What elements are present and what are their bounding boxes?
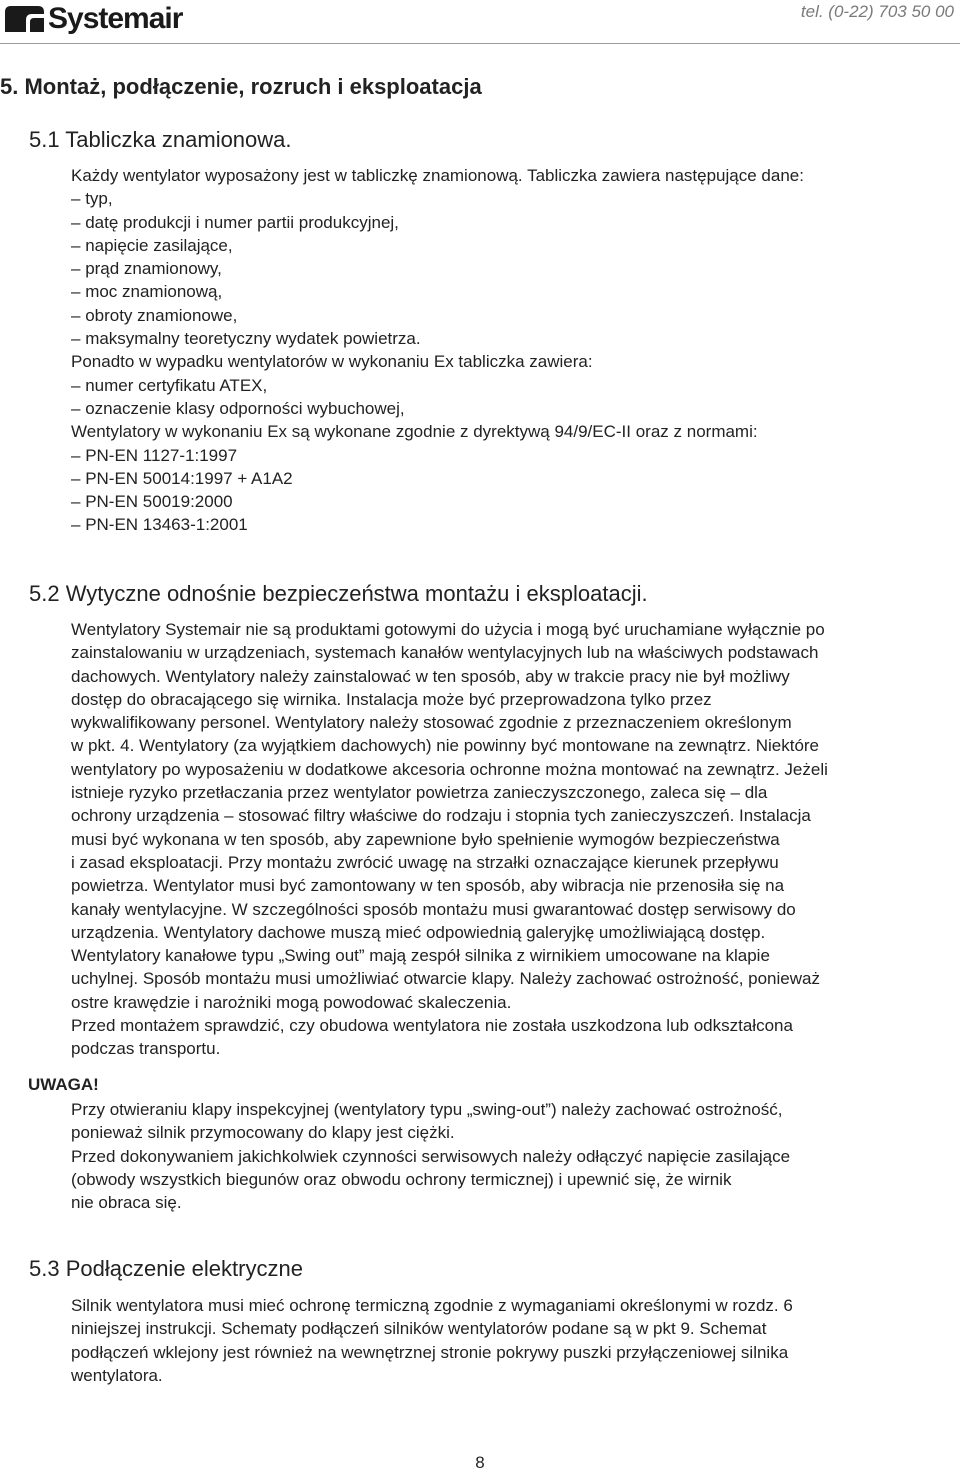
paragraph-line: niniejszej instrukcji. Schematy podłączeń silników wentylatorów podane są w pkt 9. Schemat [71,1319,767,1339]
paragraph-line: Wentylatory w wykonaniu Ex są wykonane zgodnie z dyrektywą 94/9/EC-II oraz z normami: [71,422,758,442]
paragraph-line: Każdy wentylator wyposażony jest w tabliczkę znamionową. Tabliczka zawiera następujące dane: [71,166,804,185]
brand-name: Systemair [48,2,183,35]
page-number: 8 [475,1453,485,1472]
list-item: – prąd znamionowy, [71,257,955,280]
list-item: – moc znamionową, [71,280,955,303]
section-5-3-body [71,1294,955,1387]
warning-label: UWAGA! [28,1075,99,1094]
paragraph-line: wykwalifikowany personel. Wentylatory należy stosować zgodnie z przeznaczeniem określonym [71,713,792,733]
header-divider [0,43,960,44]
standard-item: – PN-EN 13463-1:2001 [71,513,955,536]
paragraph-line: podłączeń wklejony jest również na wewnętrznej stronie pokrywy puszki przyłączeniowej silnika [71,1342,789,1362]
warning-line: ponieważ silnik przymocowany do klapy jest ciężki. [71,1123,455,1143]
paragraph-line: musi być wykonana w ten sposób, aby zapewnione było spełnienie wymogów bezpieczeństwa [71,829,780,849]
section-5-title: 5. Montaż, podłączenie, rozruch i eksploatacja [0,74,482,99]
warning-line: Przy otwieraniu klapy inspekcyjnej (wentylatory typu „swing-out”) należy zachować ostrożność, [71,1100,783,1119]
list-item: – datę produkcji i numer partii produkcyjnej, [71,211,955,234]
paragraph-line: Silnik wentylatora musi mieć ochronę termiczną zgodnie z wymaganiami określonymi w rozdz. 6 [71,1296,793,1315]
warning-line: Przed dokonywaniem jakichkolwiek czynności serwisowych należy odłączyć napięcie zasilające [71,1146,791,1166]
page-header [0,0,960,50]
paragraph-line: kanały wentylacyjne. W szczególności sposób montażu musi gwarantować dostęp serwisowy do [71,899,796,919]
section-5-1-title: 5.1 Tabliczka znamionowa. [29,127,292,152]
paragraph-line: uchylnej. Sposób montażu musi umożliwiać otwarcie klapy. Należy zachować ostrożność, ponieważ [71,969,820,989]
paragraph-line: podczas transportu. [71,1039,221,1059]
list-item: – maksymalny teoretyczny wydatek powietrza. [71,327,955,350]
warning-line: nie obraca się. [71,1193,182,1213]
paragraph-line: ostre krawędzie i narożniki mogą powodować skaleczenia. [71,992,512,1012]
paragraph-line: wentylatory po wyposażeniu w dodatkowe akcesoria ochronne można montować na zewnątrz. Jeżeli [71,759,828,779]
standard-item: – PN-EN 50014:1997 + A1A2 [71,467,955,490]
paragraph-line: powietrza. Wentylator musi być zamontowany w ten sposób, aby wibracja nie przenosiła się na [71,876,785,896]
list-item: – oznaczenie klasy odporności wybuchowej, [71,397,955,420]
paragraph-line: Wentylatory Systemair nie są produktami gotowymi do użycia i mogą być uruchamiane wyłącznie po [71,620,825,639]
list-item: – typ, [71,187,955,210]
paragraph-line: zainstalowaniu w urządzeniach, systemach kanałów wentylacyjnych lub na właściwych podstawach [71,643,819,663]
paragraph-line: i zasad eksploatacji. Przy montażu zwrócić uwagę na strzałki oznaczające kierunek przepływu [71,852,779,872]
paragraph-line: w pkt. 4. Wentylatory (za wyjątkiem dachowych) nie powinny być montowane na zewnątrz. Niektóre [71,736,820,756]
warning-body [71,1098,955,1214]
brand-logo [2,0,182,38]
list-item: – numer certyfikatu ATEX, [71,374,955,397]
paragraph-line: dachowych. Wentylatory należy zainstalować w ten sposób, aby w trakcie pracy nie był możliwy [71,666,790,686]
paragraph-line: Wentylatory kanałowe typu „Swing out” mają zespół silnika z wirnikiem umocowane na klapie [71,946,770,966]
systemair-logo-icon [2,2,46,36]
list-item: – obroty znamionowe, [71,304,955,327]
paragraph-line: dostęp do obracającego się wirnika. Instalacja może być przeprowadzona tylko przez [71,689,712,709]
warning-line: (obwody wszystkich biegunów oraz obwodu ochrony termicznej) i upewnić się, że wirnik [71,1169,732,1189]
paragraph-line: urządzenia. Wentylatory dachowe muszą mieć odpowiednią galeryjkę umożliwiającą dostęp. [71,922,766,942]
section-5-1-body [71,164,955,537]
paragraph-line: Ponadto w wypadku wentylatorów w wykonaniu Ex tabliczka zawiera: [71,352,593,372]
standard-item: – PN-EN 50019:2000 [71,490,955,513]
section-5-2-body [71,618,955,1061]
standard-item: – PN-EN 1127-1:1997 [71,444,955,467]
paragraph-line: Przed montażem sprawdzić, czy obudowa wentylatora nie została uszkodzona lub odkształcona [71,1016,793,1036]
section-5-2-title: 5.2 Wytyczne odnośnie bezpieczeństwa montażu i eksploatacji. [29,581,648,606]
paragraph-line: wentylatora. [71,1365,163,1385]
paragraph-line: istnieje ryzyko przetłaczania przez wentylator powietrza zanieczyszczonego, zaleca się – dla [71,783,768,803]
section-5-3-title: 5.3 Podłączenie elektryczne [29,1256,303,1281]
list-item: – napięcie zasilające, [71,234,955,257]
paragraph-line: ochrony urządzenia – stosować filtry właściwe do rodzaju i stopnia tych zanieczyszczeń. Instalacja [71,806,811,826]
header-phone: tel. (0-22) 703 50 00 [800,2,954,21]
